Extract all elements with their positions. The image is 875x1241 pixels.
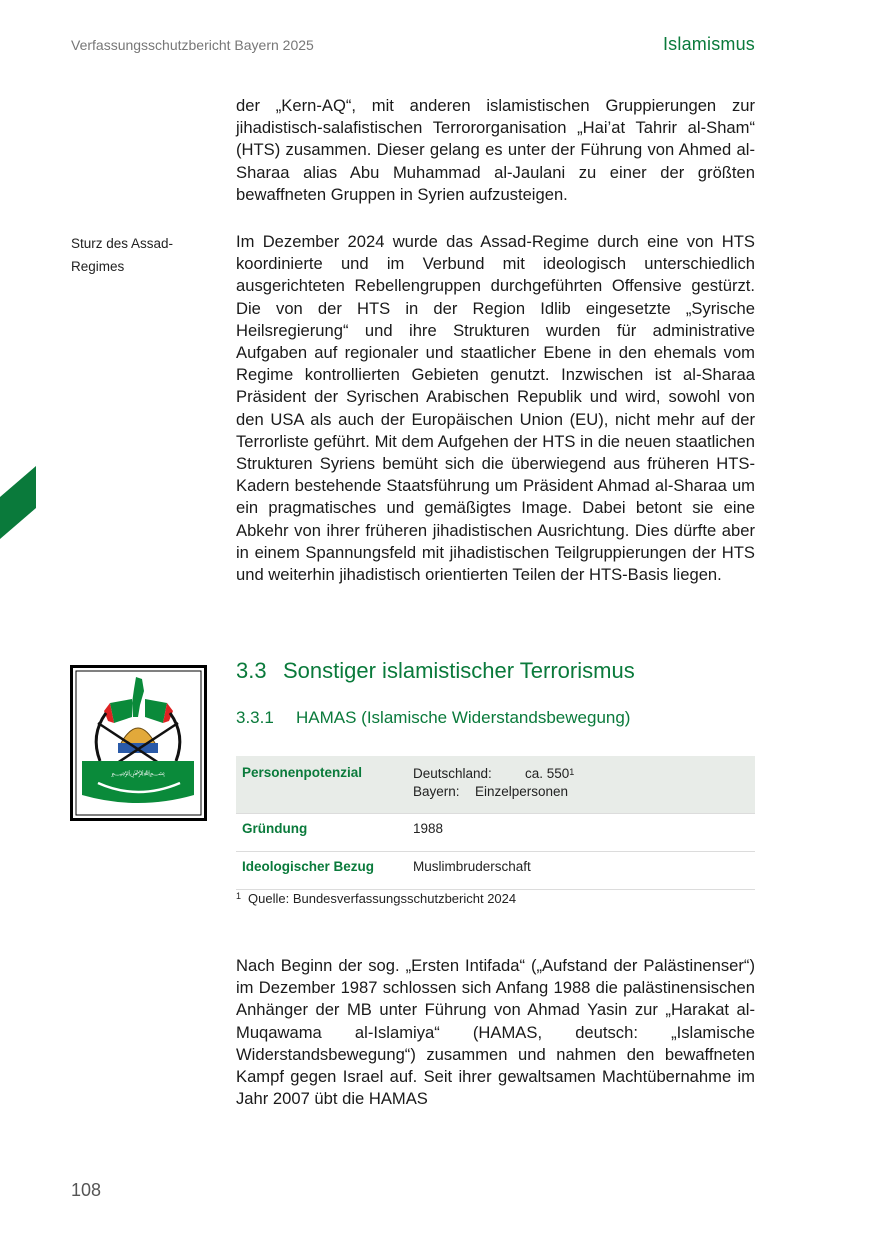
row-label: Gründung	[236, 814, 407, 852]
paragraph-text: Im Dezember 2024 wurde das Assad-Regime durch eine von HTS koordinierte und im Verbund mit ideologisch unterschiedlich ausgerichteten Rebellengruppen durchgeführten Offensive gestürzt. Die von der HTS in der Region Idlib eingesetzte „Syrische Heilsregierung“ und ihre Strukturen wurden für administrative Aufgaben auf regionaler und staatlicher Ebene in den ehemals vom Regime kontrollierten Gebieten genutzt. Inzwischen ist al-Sharaa Präsident der Syrischen Arabischen Republik und wird, sowohl von den USA als auch der Europäischen Union (EU), nicht mehr auf der Terrorliste geführt. Mit dem Aufgehen der HTS in die neuen staatlichen Strukturen Syriens bemüht sich die überwiegend aus früheren HTS-Kadern bestehende Staatsführung um Präsident Ahmad al-Sharaa um ein pragmatisches und gemäßigtes Image. Dabei betont sie eine Abkehr von ihrer früheren jihadistischen Ausrichtung. Dies dürfte aber in einem Spannungsfeld mit jihadistischen Teilgruppierungen der HTS und weiterhin jihadistisch orientierten Teilen der HTS-Basis liegen.	[236, 232, 755, 585]
margin-note	[71, 232, 201, 278]
footnote-number: 1	[236, 891, 242, 901]
margin-note-line-2: Regimes	[71, 259, 125, 274]
body-paragraph-3	[236, 955, 755, 1110]
row-label: Personenpotenzial	[236, 756, 407, 814]
subsection-title: HAMAS (Islamische Widerstandsbewegung)	[296, 708, 631, 727]
row-value: Muslimbruderschaft	[407, 852, 755, 890]
value-text: Einzelpersonen	[475, 784, 569, 799]
page-number: 108	[71, 1180, 102, 1200]
table-row	[236, 756, 755, 814]
organization-info-table	[236, 756, 755, 890]
table-row	[236, 814, 755, 852]
section-number: 3.3	[236, 658, 267, 683]
value-number: ca. 550	[525, 766, 570, 781]
value-key: Bayern:	[413, 784, 460, 799]
value-line	[413, 765, 749, 783]
svg-text:﷽: ﷽	[111, 769, 165, 777]
body-paragraph-1	[236, 95, 755, 206]
row-label: Ideologischer Bezug	[236, 852, 407, 890]
paragraph-text: Nach Beginn der sog. „Ersten Intifada“ („Aufstand der Palästinenser“) im Dezember 1987 schlossen sich Anfang 1988 die palästinensischen Anhänger der MB unter Führung von Ahmad Yasin zur „Harakat al-Muqawama al-Islamiya“ (HAMAS, deutsch: „Islamische Widerstandsbewegung“) zusammen und nahmen den bewaffneten Kampf gegen Israel auf. Seit ihrer gewaltsamen Machtübernahme im Jahr 2007 übt die HAMAS	[236, 956, 755, 1109]
section-tab-marker	[0, 0, 40, 545]
value-key: Deutschland:	[413, 766, 492, 781]
running-header-title: Verfassungsschutzbericht Bayern 2025	[71, 37, 314, 53]
footnote-text: Quelle: Bundesverfassungsschutzbericht 2024	[248, 891, 517, 906]
row-value	[407, 756, 755, 814]
subsection-heading	[236, 708, 630, 728]
paragraph-text: der „Kern-AQ“, mit anderen islamistischen Gruppierungen zur jihadistisch-salafistischen Terrororganisation „Hai’at Tahrir al-Sham“ (HTS) zusammen. Dieser gelang es unter der Führung von Ahmed al-Sharaa alias Abu Muhammad al-Jaulani zu einer der größten bewaffneten Gruppen in Syrien aufzusteigen.	[236, 96, 755, 204]
row-value: 1988	[407, 814, 755, 852]
footnote	[236, 891, 516, 906]
hamas-emblem-image	[70, 665, 207, 821]
value-line	[413, 783, 749, 801]
chapter-title: Islamismus	[662, 34, 755, 54]
subsection-number: 3.3.1	[236, 708, 274, 727]
section-title: Sonstiger islamistischer Terrorismus	[283, 658, 635, 683]
footnote-ref: 1	[569, 767, 575, 777]
section-heading	[236, 658, 635, 684]
table-row	[236, 852, 755, 890]
margin-note-line-1: Sturz des Assad-	[71, 236, 174, 251]
body-paragraph-2	[236, 231, 755, 586]
